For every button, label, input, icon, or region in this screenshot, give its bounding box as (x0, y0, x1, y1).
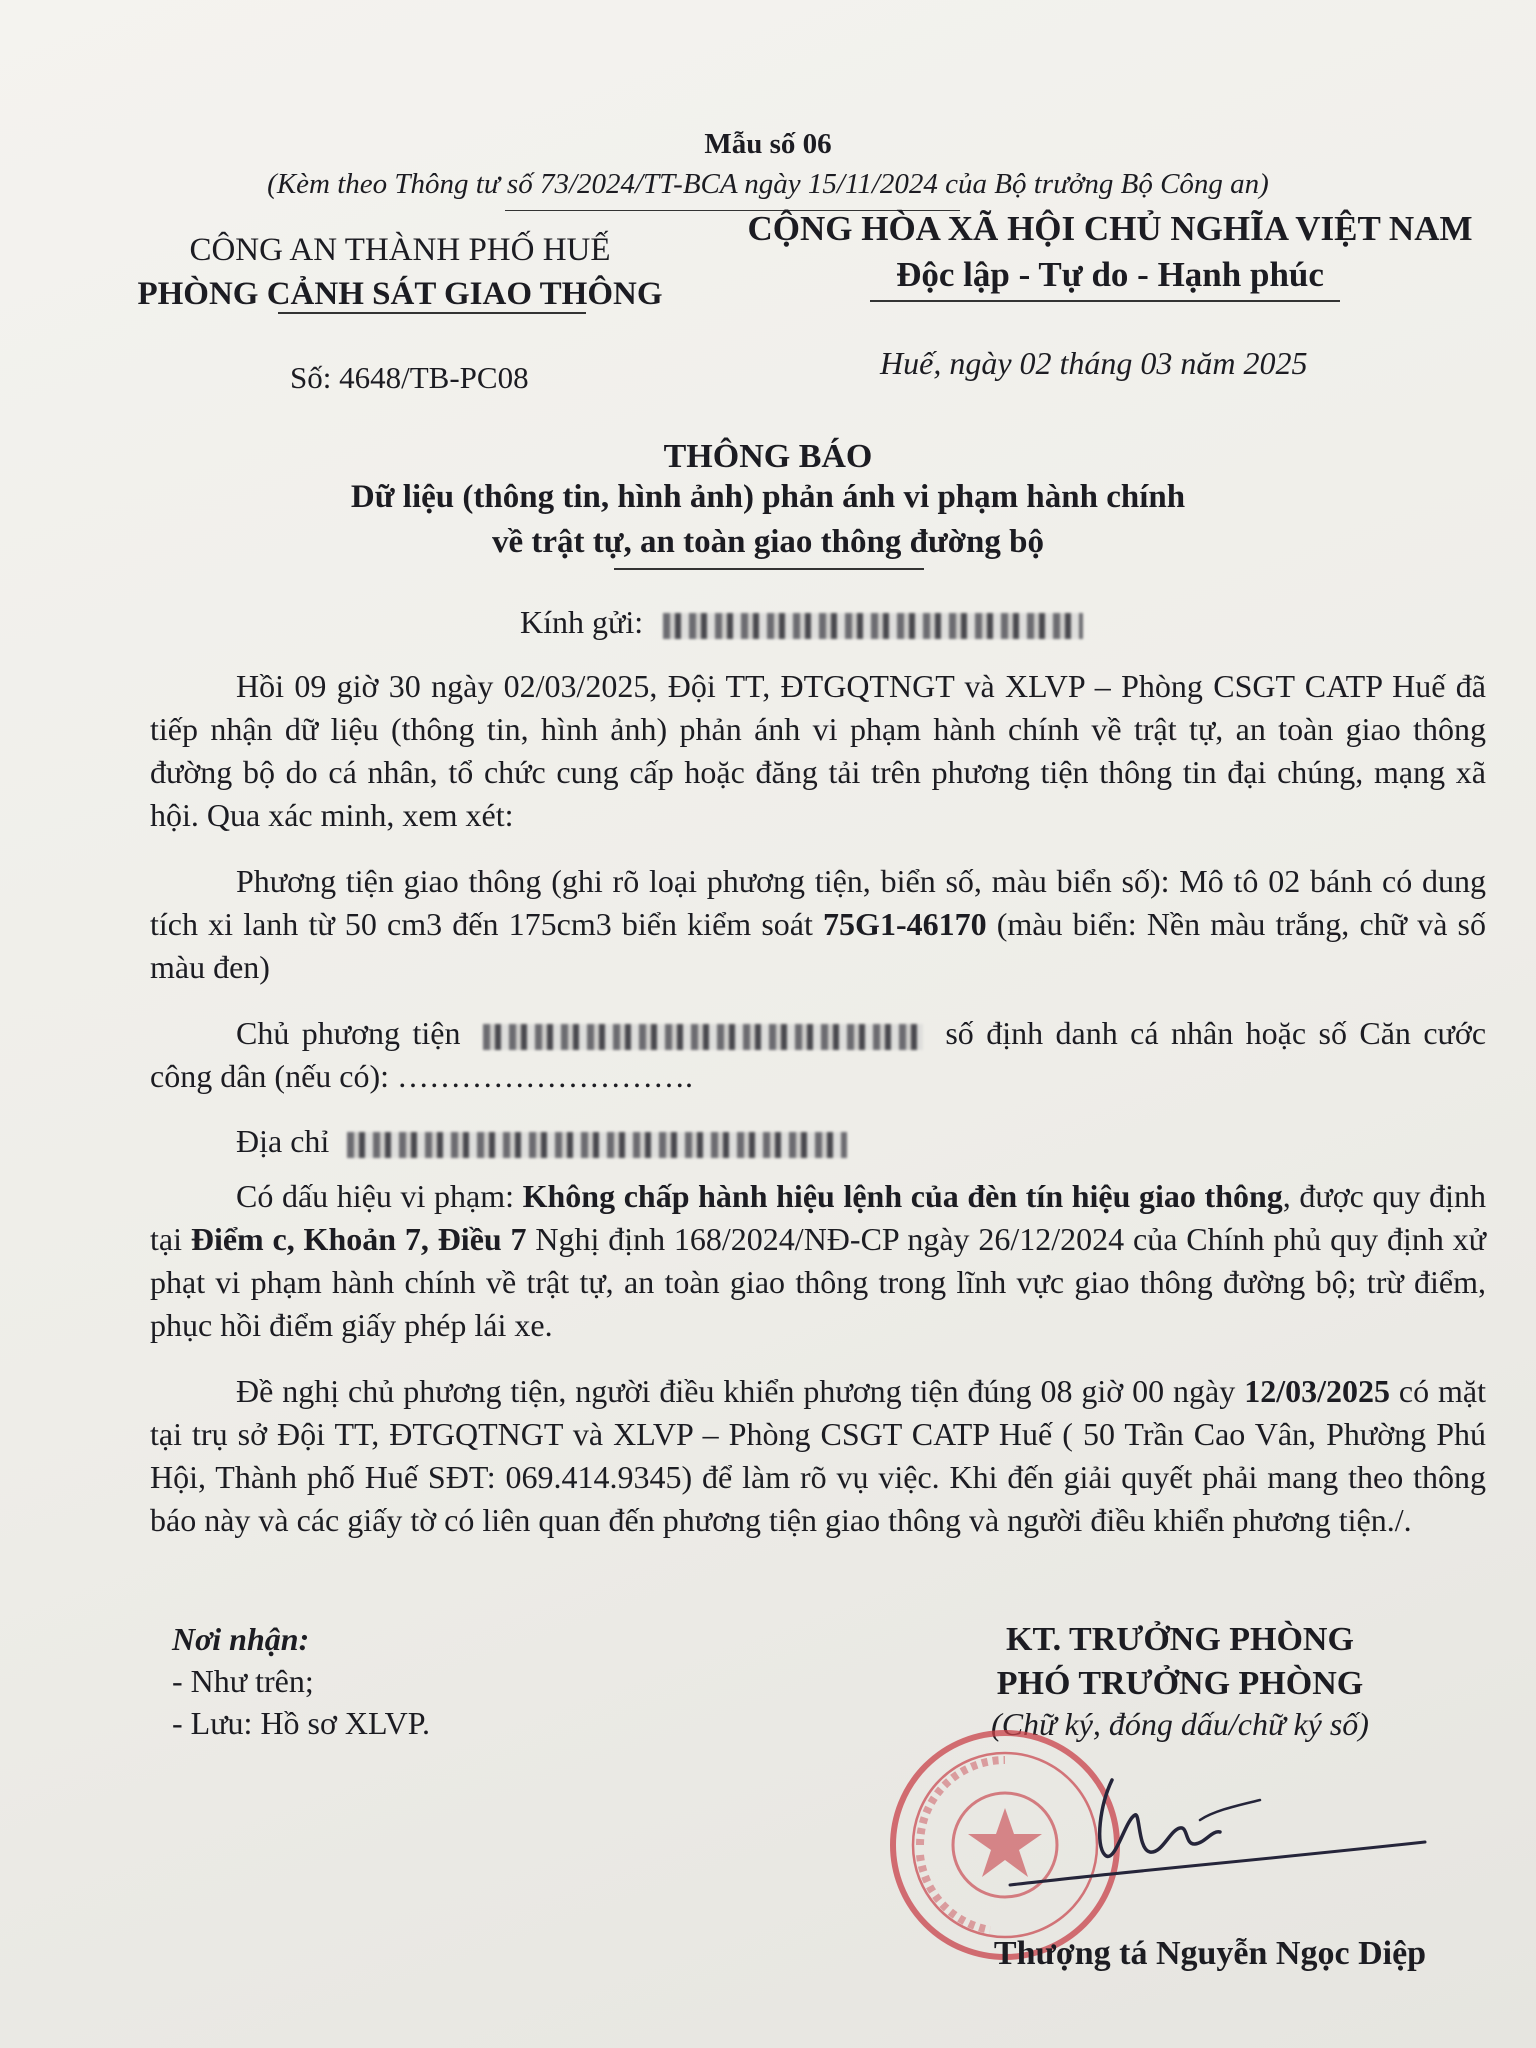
violation-label: Có dấu hiệu vi phạm: (236, 1178, 523, 1214)
address-label: Địa chỉ (236, 1123, 330, 1159)
circular-note: (Kèm theo Thông tư số 73/2024/TT-BCA ngày 15/11/2024 của Bộ trưởng Bộ Công an) (267, 168, 1269, 200)
owner-label: Chủ phương tiện (236, 1015, 461, 1051)
place-date: Huế, ngày 02 tháng 03 năm 2025 (880, 345, 1308, 381)
request-text: Đề nghị chủ phương tiện, người điều khiển phương tiện đúng 08 giờ 00 ngày (236, 1373, 1245, 1409)
document-title: THÔNG BÁO (663, 438, 873, 475)
paragraph-request (150, 1370, 1486, 1542)
recipients-label: Nơi nhận: (172, 1621, 310, 1657)
paragraph-owner (150, 1012, 1486, 1098)
signature-note: (Chữ ký, đóng dấu/chữ ký số) (991, 1706, 1369, 1742)
decree-text: Nghị định 168/2024/NĐ-CP ngày 26/12/2024 của Chính phủ quy định xử phạt vi phạm hành chính về trật tự, an toàn giao thông trong lĩnh vực giao thông đường bộ; trừ điểm, phục hồi điểm giấy phép lái xe. (150, 1221, 1487, 1343)
signer-name: Thượng tá Nguyễn Ngọc Diệp (993, 1935, 1427, 1972)
nation-line-2: Độc lập - Tự do - Hạnh phúc (896, 255, 1324, 294)
issuing-agency (110, 228, 690, 316)
document-subtitle (0, 475, 1536, 565)
recipients-block (172, 1618, 430, 1744)
motto-underline (870, 300, 1340, 302)
vehicle-text: Phương tiện giao thông (ghi rõ loại phương tiện, biển số, màu biển số): Mô tô 02 bánh có dung tích xi lanh từ 50 cm3 đến 175cm3 biển kiểm soát (150, 863, 1486, 942)
sign-title-1: KT. TRƯỞNG PHÒNG (1006, 1621, 1354, 1658)
violation-article: Điểm c, Khoản 7, Điều 7 (190, 1221, 527, 1257)
document-number: Số: 4648/TB-PC08 (290, 360, 529, 395)
owner-id-text: số định danh cá nhân hoặc số Căn cước công dân (nếu có): ………………………. (150, 1015, 1487, 1094)
redacted-address (347, 1132, 847, 1158)
paragraph-vehicle (150, 860, 1486, 989)
recipient-line (520, 604, 1083, 641)
subtitle-line-1: Dữ liệu (thông tin, hình ảnh) phản ánh vi phạm hành chính (350, 479, 1186, 515)
paragraph-intro (150, 665, 1486, 837)
subtitle-line-2: về trật tự, an toàn giao thông đường bộ (491, 524, 1044, 560)
handwritten-signature (1000, 1760, 1440, 1910)
request-details: có mặt tại trụ sở Đội TT, ĐTGQTNGT và XLVP – Phòng CSGT CATP Huế ( 50 Trần Cao Vân, Phường Phú Hội, Thành phố Huế SĐT: 069.414.9345) để làm rõ vụ việc. Khi đến giải quyết phải mang theo thông báo này và các giấy tờ có liên quan đến phương tiện giao thông và người điều khiển phương tiện./. (150, 1373, 1487, 1538)
form-number: Mẫu số 06 (704, 128, 832, 160)
appointment-date: 12/03/2025 (1244, 1373, 1390, 1409)
violation-ref-text: , được quy định tại (150, 1178, 1487, 1257)
national-heading (710, 206, 1510, 298)
recipient-item: - Lưu: Hồ sơ XLVP. (172, 1705, 430, 1741)
violation-description: Không chấp hành hiệu lệnh của đèn tín hiệu giao thông (522, 1178, 1283, 1214)
plate-color-text: (màu biển: Nền màu trắng, chữ và số màu đen) (150, 906, 1487, 985)
redacted-owner (483, 1024, 923, 1050)
paragraph-violation (150, 1175, 1486, 1347)
agency-line-1: CÔNG AN THÀNH PHỐ HUẾ (189, 232, 611, 268)
paragraph-intro-text: Hồi 09 giờ 30 ngày 02/03/2025, Đội TT, ĐTGQTNGT và XLVP – Phòng CSGT CATP Huế đã tiếp nhận dữ liệu (thông tin, hình ảnh) phản ánh vi phạm hành chính về trật tự, an toàn giao thông đường bộ do cá nhân, tổ chức cung cấp hoặc đăng tải trên phương tiện thông tin đại chúng, mạng xã hội. Qua xác minh, xem xét: (150, 668, 1486, 833)
agency-line-2: PHÒNG CẢNH SÁT GIAO THÔNG (137, 276, 663, 312)
recipient-label: Kính gửi: (520, 604, 644, 640)
paragraph-address (150, 1120, 1486, 1163)
redacted-recipient (663, 613, 1083, 639)
signature-heading (930, 1618, 1430, 1706)
nation-line-1: CỘNG HÒA XÃ HỘI CHỦ NGHĨA VIỆT NAM (747, 209, 1473, 248)
title-underline (614, 568, 924, 570)
recipient-item: - Như trên; (172, 1663, 314, 1699)
sign-title-2: PHÓ TRƯỞNG PHÒNG (996, 1665, 1364, 1702)
license-plate: 75G1-46170 (823, 906, 987, 942)
agency-underline (278, 312, 586, 314)
